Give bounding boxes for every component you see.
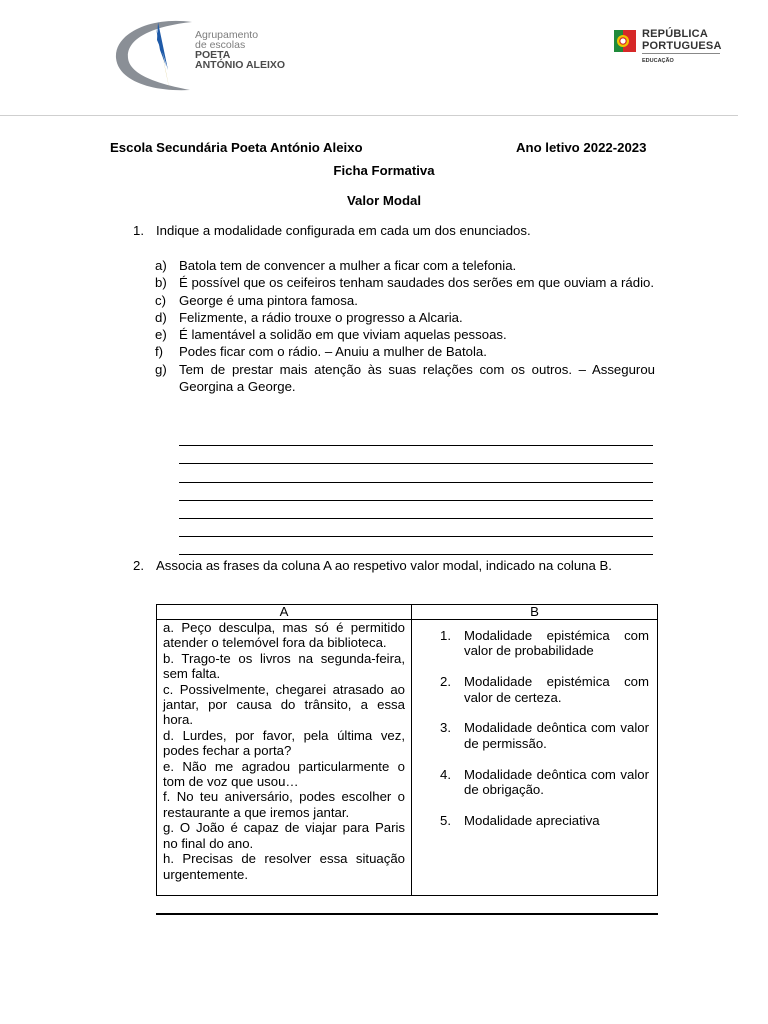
sentence-item: h. Precisas de resolver essa situação urgentemente.: [163, 851, 405, 882]
association-table: [156, 604, 658, 896]
column-b: [412, 620, 658, 896]
answer-line[interactable]: [179, 483, 653, 501]
modal-option: [440, 767, 649, 798]
republic-logo-divider: [642, 53, 720, 54]
option-text: Modalidade deôntica com valor de permissão.: [464, 720, 649, 751]
item-text: Podes ficar com o rádio. – Anuiu a mulher de Batola.: [179, 344, 487, 360]
answer-line[interactable]: [179, 446, 653, 464]
option-text: Modalidade epistémica com valor de certeza.: [464, 674, 649, 705]
sentence-item: f. No teu aniversário, podes escolher o restaurante a que iremos jantar.: [163, 789, 405, 820]
sentence-item: e. Não me agradou particularmente o tom de voz que usou…: [163, 758, 405, 790]
option-number: 4.: [440, 766, 451, 782]
school-year: Ano letivo 2022-2023: [516, 140, 647, 155]
list-item: [155, 274, 655, 291]
column-a: [157, 620, 412, 896]
modal-option: [440, 813, 649, 828]
answer-lines: [179, 428, 653, 555]
list-item: [155, 257, 655, 274]
question-text: Associa as frases da coluna A ao respetivo valor modal, indicado na coluna B.: [156, 558, 612, 573]
sentence-item: d. Lurdes, por favor, pela última vez, podes fechar a porta?: [163, 727, 405, 759]
republic-logo-text: REPÚBLICA PORTUGUESA: [642, 28, 722, 52]
item-text: Tem de prestar mais atenção às suas relações com os outros. – Assegurou Georgina a George.: [179, 361, 655, 395]
item-label: c): [155, 292, 166, 308]
sentence-item: c. Possivelmente, chegarei atrasado ao jantar, por causa do trânsito, a essa hora.: [163, 681, 405, 728]
header-divider: [0, 115, 738, 116]
school-logo-text: Agrupamento de escolas POETA ANTÓNIO ALEIXO: [195, 29, 286, 71]
question-number: 1.: [133, 223, 144, 238]
item-label: e): [155, 327, 167, 343]
option-text: Modalidade apreciativa: [464, 812, 600, 828]
option-text: Modalidade deôntica com valor de obrigação.: [464, 766, 649, 798]
item-text: É lamentável a solidão em que viviam aquelas pessoas.: [179, 327, 507, 343]
option-number: 1.: [440, 628, 451, 643]
page-subtitle: Valor Modal: [346, 193, 421, 208]
modal-option: [440, 628, 649, 659]
school-name: Escola Secundária Poeta António Aleixo: [110, 140, 363, 155]
page-title: Ficha Formativa: [333, 163, 435, 178]
item-text: Felizmente, a rádio trouxe o progresso a Alcaria.: [179, 309, 463, 325]
list-item: [155, 326, 655, 343]
item-text: George é uma pintora famosa.: [179, 292, 358, 308]
option-number: 5.: [440, 812, 451, 828]
item-label: a): [155, 258, 167, 273]
item-label: f): [155, 344, 164, 360]
answer-line[interactable]: [179, 501, 653, 519]
answer-line[interactable]: [179, 428, 653, 446]
answer-line[interactable]: [179, 464, 653, 482]
modal-option: [440, 720, 649, 751]
modal-option: [440, 674, 649, 705]
list-item: [155, 361, 655, 396]
column-b-header: B: [412, 605, 658, 620]
item-text: Batola tem de convencer a mulher a ficar com a telefonia.: [179, 258, 517, 273]
item-label: b): [155, 275, 167, 291]
column-a-header: A: [157, 605, 412, 620]
republic-emblem: [612, 28, 638, 56]
question-text: Indique a modalidade configurada em cada um dos enunciados.: [156, 223, 531, 238]
item-label: d): [155, 309, 167, 325]
option-number: 3.: [440, 720, 451, 736]
option-number: 2.: [440, 674, 451, 690]
sentence-item: b. Trago-te os livros na segunda-feira, sem falta.: [163, 650, 405, 682]
item-text: É possível que os ceifeiros tenham saudades dos serões em que ouviam a rádio.: [179, 275, 655, 291]
item-label: g): [155, 361, 167, 377]
list-item: [155, 343, 655, 360]
answer-line[interactable]: [156, 913, 658, 915]
republic-logo-subtitle: EDUCAÇÃO: [642, 58, 674, 64]
question-items: [155, 257, 655, 395]
answer-line[interactable]: [179, 519, 653, 537]
list-item: [155, 309, 655, 326]
list-item: [155, 292, 655, 309]
option-text: Modalidade epistémica com valor de probabilidade: [464, 628, 649, 659]
sentence-item: g. O João é capaz de viajar para Paris no final do ano.: [163, 820, 405, 851]
answer-line[interactable]: [179, 537, 653, 555]
sentence-item: a. Peço desculpa, mas só é permitido atender o telemóvel fora da biblioteca.: [163, 620, 405, 651]
question-number: 2.: [133, 558, 144, 573]
